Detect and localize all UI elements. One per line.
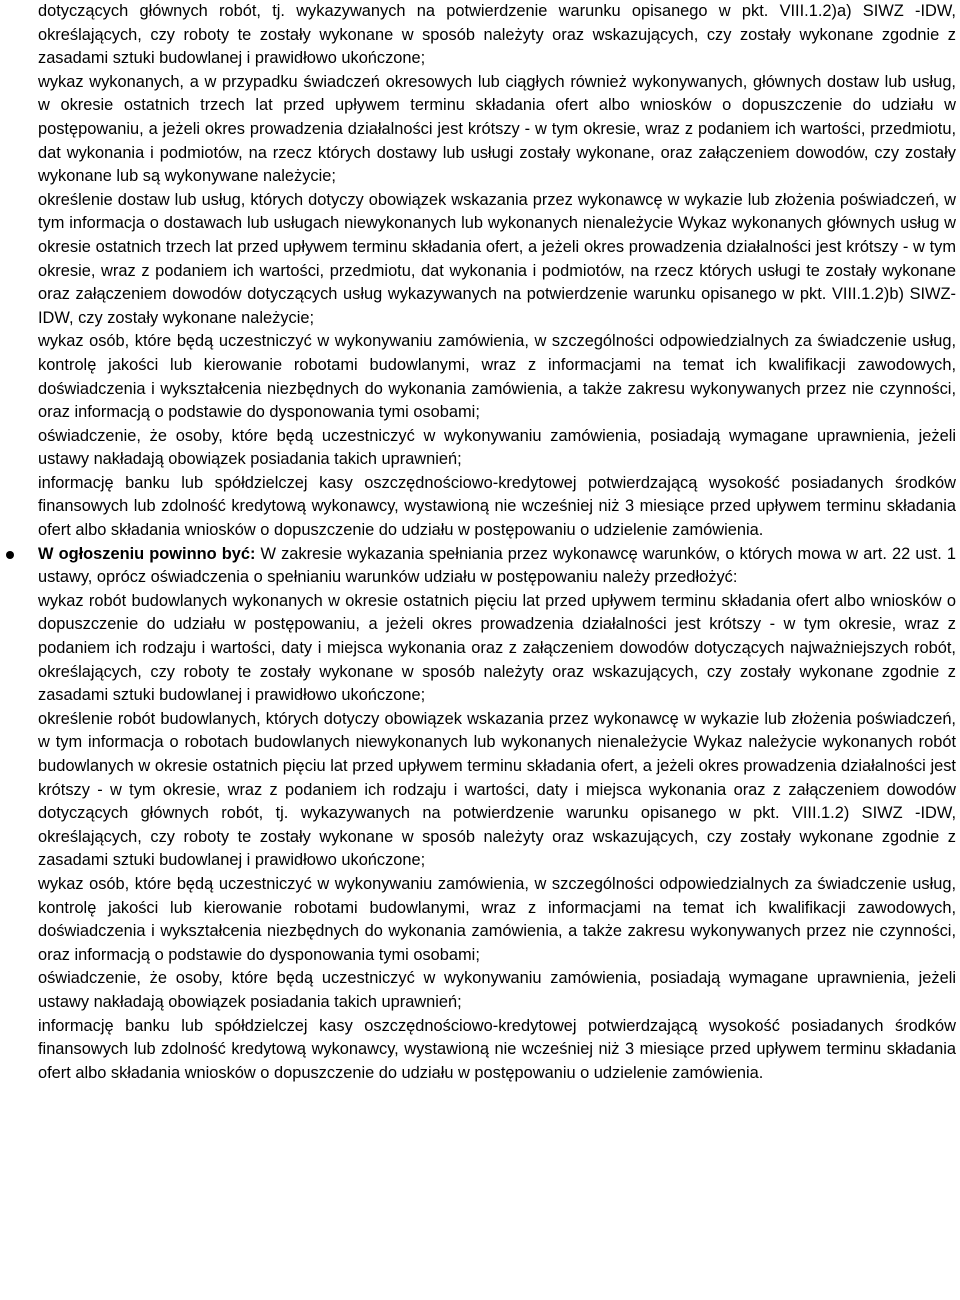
bullet-item-announcement bbox=[38, 543, 956, 590]
paragraph-works-definition: określenie robót budowlanych, których dotyczy obowiązek wskazania przez wykonawcę w wykazie lub złożenia poświadczeń, w tym informacja o robotach budowlanych niewykonanych lub wykonanych nienależycie Wykaz należycie wykonanych robót budowlanych w okresie ostatnich pięciu lat przed upływem terminu składania ofert, a jeżeli okres prowadzenia działalności jest krótszy - w tym okresie, wraz z podaniem ich rodzaju i wartości, daty i miejsca wykonania oraz z załączeniem dowodów dotyczących głównych robót, tj. wykazywanych na potwierdzenie warunku opisanego w pkt. VIII.1.2) SIWZ -IDW, określających, czy roboty te zostały wykonane w sposób należyty oraz wskazujących, czy zostały wykonane zgodnie z zasadami sztuki budowlanej i prawidłowo ukończone; bbox=[38, 709, 956, 870]
paragraph-personnel-list: wykaz osób, które będą uczestniczyć w wykonywaniu zamówienia, w szczególności odpowiedzialnych za świadczenie usług, kontrolę jakości lub kierowanie robotami budowlanymi, wraz z informacjami na temat ich kwalifikacji zawodowych, doświadczenia i wykształcenia niezbędnych do wykonania zamówienia, a także zakresu wykonywanych przez nie czynności, oraz informacją o podstawie do dysponowania tymi osobami; bbox=[38, 332, 956, 422]
paragraph-personnel-statement: oświadczenie, że osoby, które będą uczestniczyć w wykonywaniu zamówienia, posiadają wymagane uprawnienia, jeżeli ustawy nakładają obowiązek posiadania takich uprawnień; bbox=[38, 426, 956, 469]
paragraph-personnel-statement-2: oświadczenie, że osoby, które będą uczestniczyć w wykonywaniu zamówienia, posiadają wymagane uprawnienia, jeżeli ustawy nakładają obowiązek posiadania takich uprawnień; bbox=[38, 969, 956, 1011]
paragraph-services-definition: określenie dostaw lub usług, których dotyczy obowiązek wskazania przez wykonawcę w wykazie lub złożenia poświadczeń, w tym informacja o dostawach lub usługach niewykonanych lub wykonanych nienależycie Wykaz wykonanych głównych usług w okresie ostatnich trzech lat przed upływem terminu składania ofert, a jeżeli okres prowadzenia działalności jest krótszy - w tym okresie, wraz z podaniem ich wartości, przedmiotu, dat wykonania i podmiotów, na rzecz których usługi te zostały wykonane oraz załączeniem dowodów dotyczących usług wykazywanych na potwierdzenie warunku opisanego w pkt. VIII.1.2)b) SIWZ-IDW, czy zostały wykonane należycie; bbox=[38, 190, 956, 327]
paragraph-personnel-list-2: wykaz osób, które będą uczestniczyć w wykonywaniu zamówienia, w szczególności odpowiedzialnych za świadczenie usług, kontrolę jakości lub kierowanie robotami budowlanymi, wraz z informacjami na temat ich kwalifikacji zawodowych, doświadczenia i wykształcenia niezbędnych do wykonania zamówienia, a także zakresu wykonywanych przez nie czynności, oraz informacją o podstawie do dysponowania tymi osobami; bbox=[38, 874, 956, 964]
paragraph-bank-information: informację banku lub spółdzielczej kasy oszczędnościowo-kredytowej potwierdzającą wysokość posiadanych środków finansowych lub zdolność kredytową wykonawcy, wystawioną nie wcześniej niż 3 miesiące przed upływem terminu składania ofert albo składania wniosków o dopuszczenie do udziału w postępowaniu o udzielenie zamówienia. bbox=[38, 473, 956, 540]
bullet-dot-icon bbox=[6, 551, 14, 559]
bullet-text: W zakresie wykazania spełniania przez wykonawcę warunków, o których mowa w art. 22 ust. 1 ustawy, oprócz oświadczenia o spełnianiu warunków udziału w postępowaniu należy przedłożyć: bbox=[38, 544, 956, 587]
paragraph-works-list: wykaz robót budowlanych wykonanych w okresie ostatnich pięciu lat przed upływem terminu składania ofert albo wniosków o dopuszczenie do udziału w postępowaniu, a jeżeli okres prowadzenia działalności jest krótszy - w tym okresie, wraz z podaniem ich rodzaju i wartości, daty i miejsca wykonania oraz z załączeniem dowodów dotyczących najważniejszych robót, określających, czy roboty te zostały wykonane w sposób należyty oraz wskazujących, czy zostały wykonane zgodnie z zasadami sztuki budowlanej i prawidłowo ukończone; bbox=[38, 591, 956, 705]
paragraph-bank-information-2: informację banku lub spółdzielczej kasy oszczędnościowo-kredytowej potwierdzającą wysokość posiadanych środków finansowych lub zdolność kredytową wykonawcy, wystawioną nie wcześniej niż 3 miesiące przed upływem terminu składania ofert albo składania wniosków o dopuszczenie do udziału w postępowaniu o udzielenie zamówienia. bbox=[38, 1016, 956, 1082]
document-page bbox=[38, 0, 956, 1085]
paragraph-robot-evidence-tail: dotyczących głównych robót, tj. wykazywanych na potwierdzenie warunku opisanego w pkt. VIII.1.2)a) SIWZ -IDW, określających, czy roboty te zostały wykonane w sposób należyty oraz wskazujących, czy zostały wykonane zgodnie z zasadami sztuki budowlanej i prawidłowo ukończone; bbox=[38, 2, 956, 68]
bullet-bold-lead: W ogłoszeniu powinno być: bbox=[38, 544, 256, 563]
paragraph-services-list: wykaz wykonanych, a w przypadku świadczeń okresowych lub ciągłych również wykonywanych, głównych dostaw lub usług, w okresie ostatnich trzech lat przed upływem terminu składania ofert albo wniosków o dopuszczenie do udziału w postępowaniu, a jeżeli okres prowadzenia działalności jest krótszy - w tym okresie, wraz z podaniem ich wartości, przedmiotu, dat wykonania i podmiotów, na rzecz których dostawy lub usługi zostały wykonane, oraz załączeniem dowodów, czy zostały wykonane lub są wykonywane należycie; bbox=[38, 72, 956, 186]
